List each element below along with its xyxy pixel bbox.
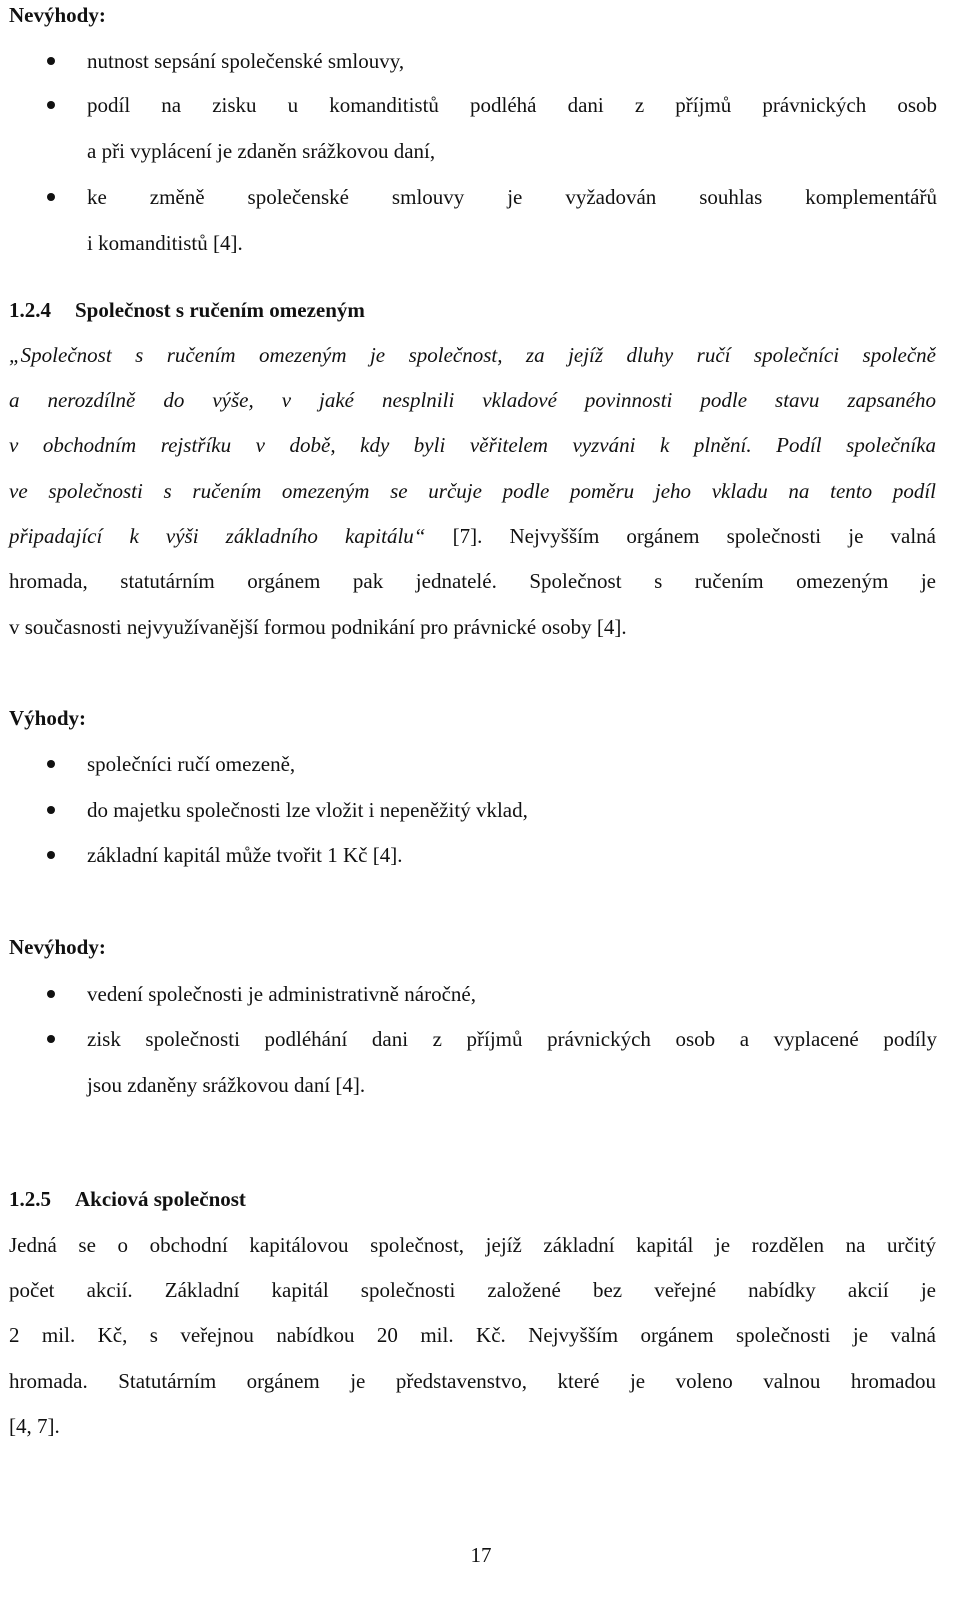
section-title: Společnost s ručením omezeným <box>75 298 365 322</box>
paragraph-line: a nerozdílně do výše, v jaké nesplnili vkladové povinnosti podle stavu zapsaného <box>9 388 936 412</box>
paragraph-line: ve společnosti s ručením omezeným se určuje podle poměru jeho vkladu na tento podíl <box>9 479 936 503</box>
bullet-icon <box>47 101 55 109</box>
paragraph-line: [4, 7]. <box>9 1414 60 1438</box>
list-item: základní kapitál může tvořit 1 Kč [4]. <box>87 843 403 867</box>
section-number: 1.2.4 <box>9 298 51 322</box>
list-item: zisk společnosti podléhání dani z příjmů právnických osob a vyplacené podíly <box>87 1027 937 1051</box>
list-item: podíl na zisku u komanditistů podléhá dani z příjmů právnických osob <box>87 93 937 117</box>
paragraph-line: Jedná se o obchodní kapitálovou společnost, jejíž základní kapitál je rozdělen na určitý <box>9 1233 936 1257</box>
list-item: vedení společnosti je administrativně náročné, <box>87 982 476 1006</box>
list-item: do majetku společnosti lze vložit i nepeněžitý vklad, <box>87 798 528 822</box>
bullet-icon <box>47 57 55 65</box>
paragraph-line: připadající k výši základního kapitálu“ [7]. Nejvyšším orgánem společnosti je valná <box>9 524 936 548</box>
paragraph-line: „Společnost s ručením omezeným je společnost, za jejíž dluhy ručí společníci společně <box>9 343 936 367</box>
list-item-continuation: jsou zdaněny srážkovou daní [4]. <box>87 1073 366 1097</box>
bullet-icon <box>47 760 55 768</box>
bullet-icon <box>47 1035 55 1043</box>
paragraph-line: hromada, statutárním orgánem pak jednatelé. Společnost s ručením omezeným je <box>9 569 936 593</box>
list-item-continuation: i komanditistů [4]. <box>87 231 243 255</box>
section-heading-nevyhody: Nevýhody: <box>9 3 106 27</box>
bullet-icon <box>47 193 55 201</box>
section-heading-nevyhody: Nevýhody: <box>9 935 106 959</box>
section-heading <box>9 295 365 325</box>
bullet-icon <box>47 851 55 859</box>
paragraph-line: v současnosti nejvyužívanější formou podnikání pro právnické osoby [4]. <box>9 615 627 639</box>
bullet-icon <box>47 990 55 998</box>
list-item: společníci ručí omezeně, <box>87 752 296 776</box>
paragraph-line: hromada. Statutárním orgánem je představenstvo, které je voleno valnou hromadou <box>9 1369 936 1393</box>
list-item-continuation: a při vyplácení je zdaněn srážkovou daní, <box>87 139 436 163</box>
paragraph-line: počet akcií. Základní kapitál společnosti založené bez veřejné nabídky akcií je <box>9 1278 936 1302</box>
list-item: nutnost sepsání společenské smlouvy, <box>87 49 405 73</box>
list-item: ke změně společenské smlouvy je vyžadován souhlas komplementářů <box>87 185 937 209</box>
section-title: Akciová společnost <box>75 1187 246 1211</box>
paragraph-line: 2 mil. Kč, s veřejnou nabídkou 20 mil. Kč. Nejvyšším orgánem společnosti je valná <box>9 1323 936 1347</box>
page-number: 17 <box>470 1543 492 1567</box>
section-number: 1.2.5 <box>9 1187 51 1211</box>
bullet-icon <box>47 806 55 814</box>
section-heading <box>9 1184 246 1214</box>
paragraph-line: v obchodním rejstříku v době, kdy byli věřitelem vyzváni k plnění. Podíl společníka <box>9 433 936 457</box>
section-heading-vyhody: Výhody: <box>9 706 87 730</box>
